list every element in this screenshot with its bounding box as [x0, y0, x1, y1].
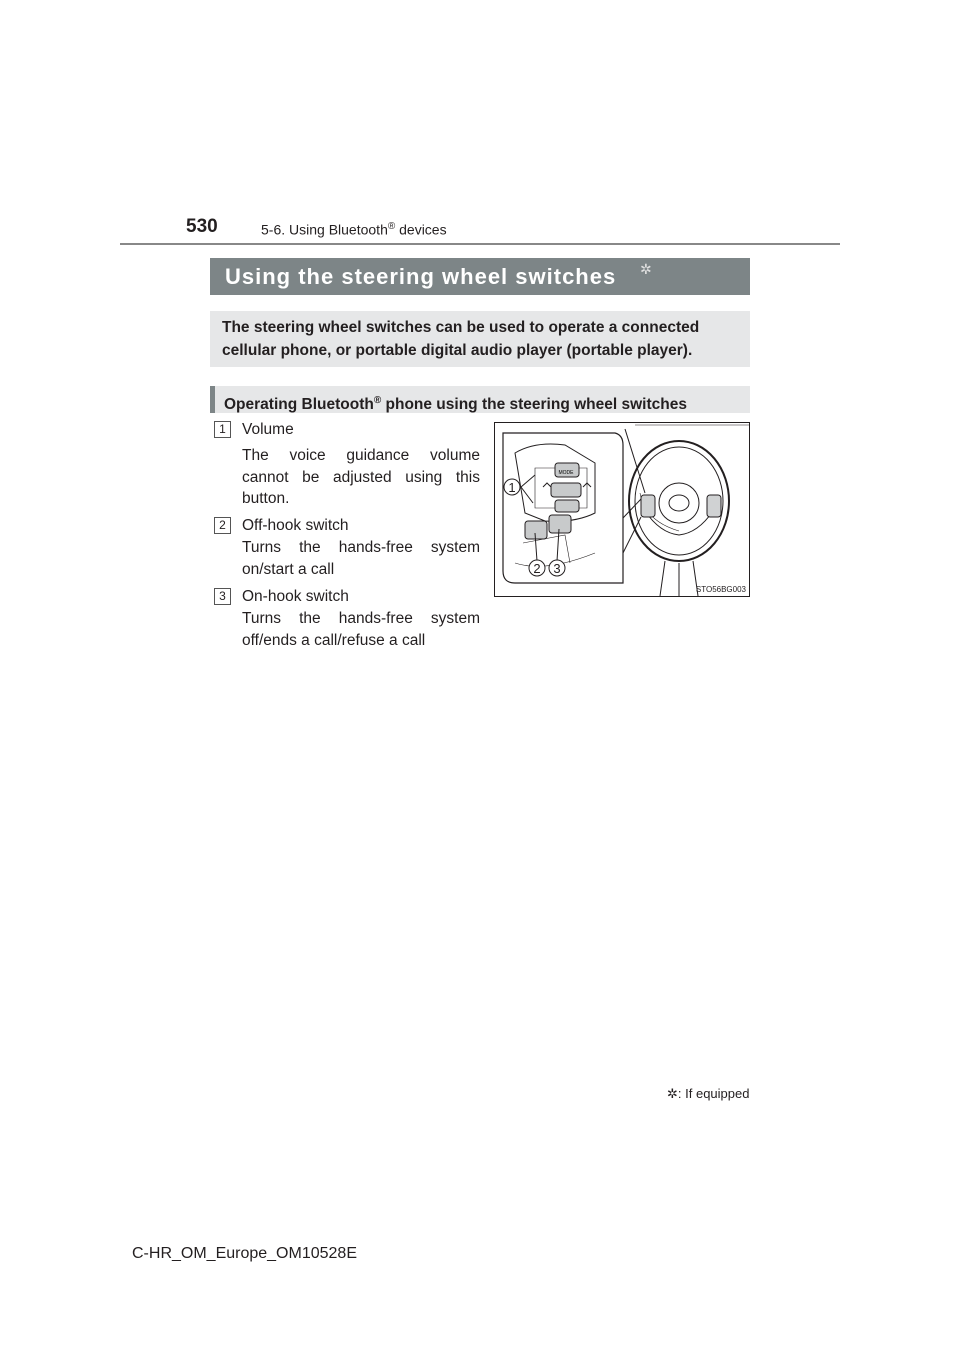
callout-2: 2 — [533, 561, 541, 576]
item-title: Volume — [242, 421, 294, 438]
steering-wheel-drawing — [495, 423, 749, 596]
header-rule — [120, 243, 840, 245]
item-description: Turns the hands-free system on/start a call — [242, 539, 480, 578]
number-badge: 3 — [214, 588, 231, 605]
figure-code: STO56BG003 — [695, 585, 746, 594]
number-badge: 1 — [214, 421, 231, 438]
section-title: 5-6. Using Bluetooth® devices — [261, 221, 447, 238]
callout-1: 1 — [508, 480, 516, 495]
page-title-bar — [210, 258, 750, 295]
footnote: ✲: If equipped — [667, 1086, 750, 1101]
intro-summary: The steering wheel switches can be used to operate a connected cellular phone, or portable digital audio player (portable player). — [210, 311, 750, 367]
asterisk-icon: ✲ — [640, 261, 652, 277]
callout-3: 3 — [553, 561, 561, 576]
steering-switch-illustration — [494, 422, 750, 597]
page-title: Using the steering wheel switches — [225, 264, 617, 289]
mode-label: MODE — [558, 470, 574, 476]
document-id: C-HR_OM_Europe_OM10528E — [132, 1245, 357, 1262]
item-title: Off-hook switch — [242, 517, 349, 534]
asterisk-icon: ✲ — [667, 1086, 678, 1101]
number-badge: 2 — [214, 517, 231, 534]
item-description: The voice guidance volume cannot be adjusted using this button. — [242, 447, 480, 507]
sub-heading: Operating Bluetooth® phone using the steering wheel switches — [210, 386, 750, 413]
item-description: Turns the hands-free system off/ends a call/refuse a call — [242, 610, 480, 649]
page-number: 530 — [186, 216, 218, 237]
item-title: On-hook switch — [242, 588, 349, 605]
page-header — [0, 0, 960, 250]
